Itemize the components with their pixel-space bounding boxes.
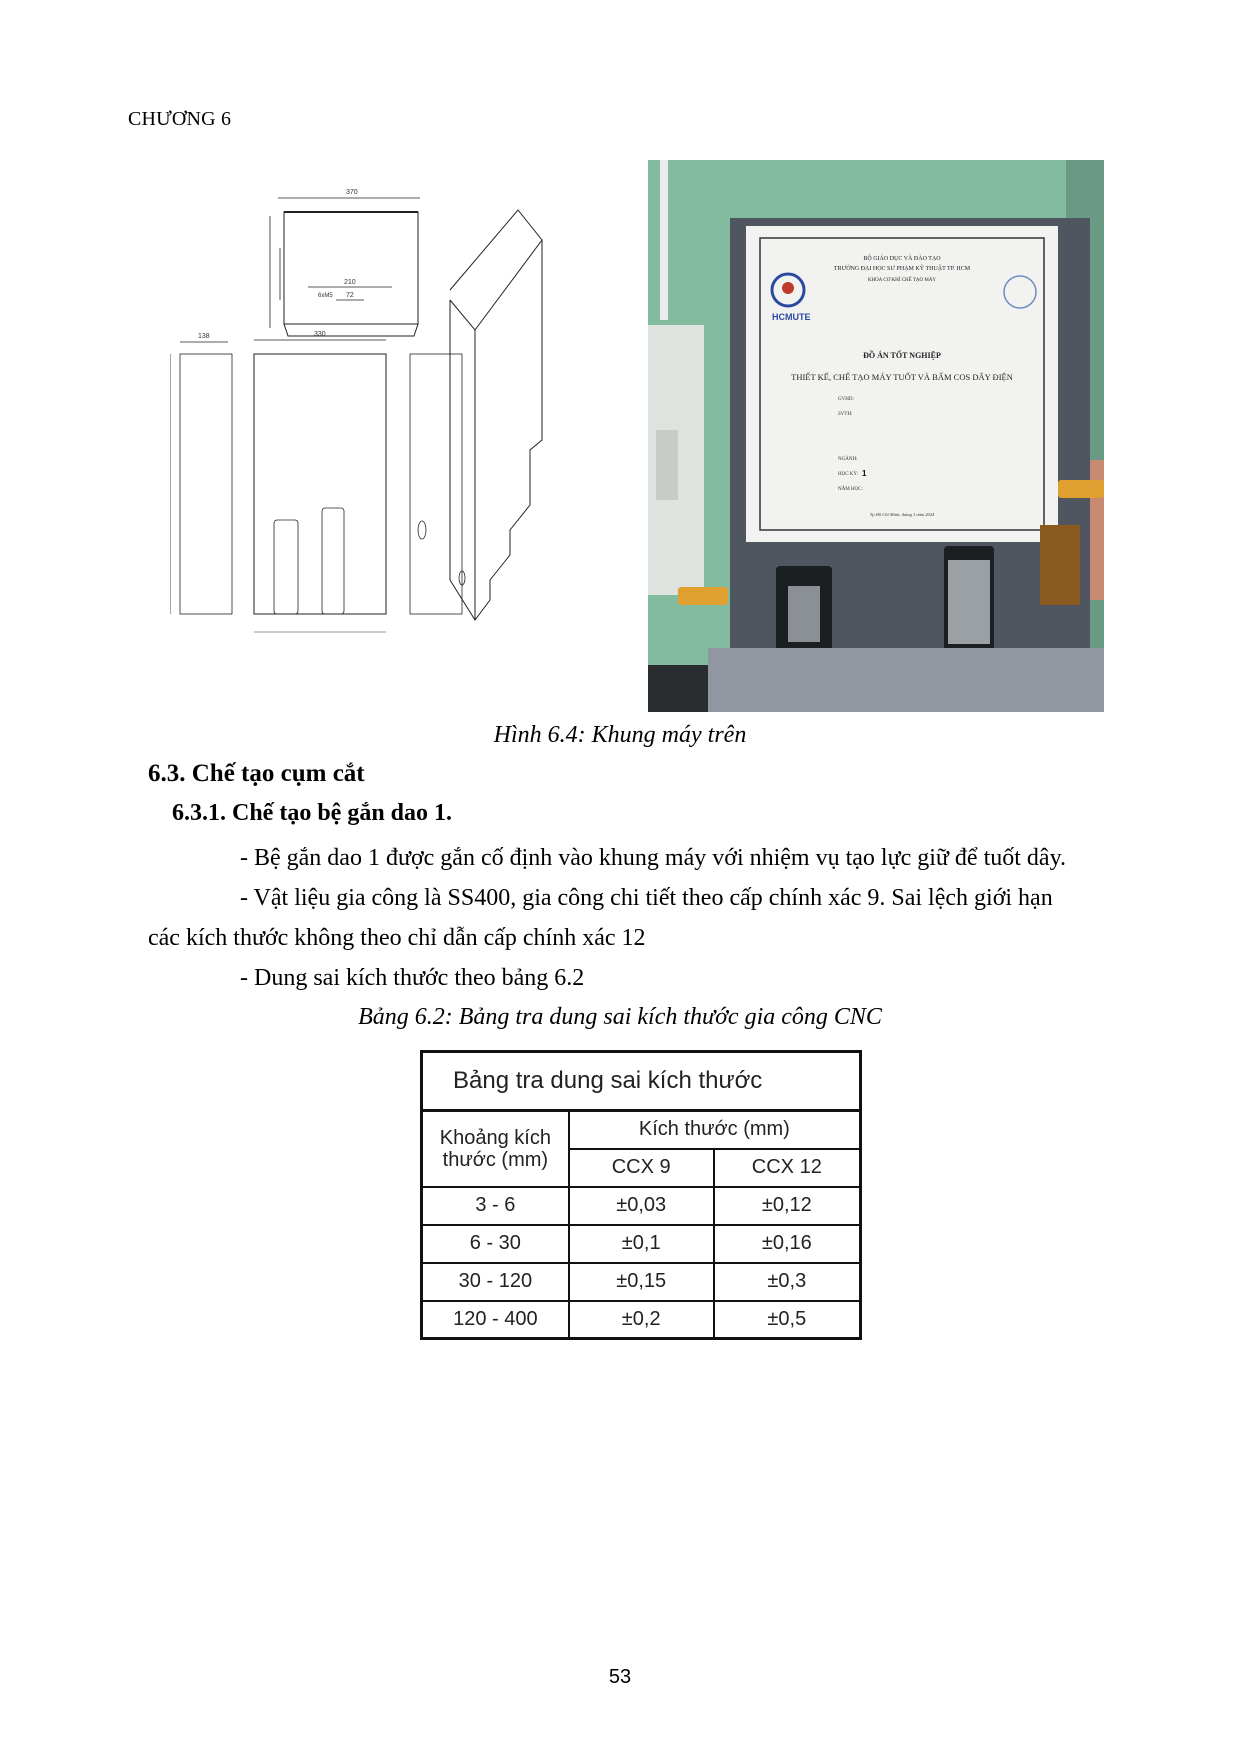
table-title: Bảng tra dung sai kích thước <box>422 1052 861 1111</box>
svg-text:NGÀNH:: NGÀNH: <box>838 457 858 462</box>
cell-ccx12: ±0,3 <box>714 1263 861 1301</box>
svg-text:1: 1 <box>862 469 867 478</box>
svg-text:SVTH:: SVTH: <box>838 412 853 417</box>
table-row <box>422 1187 861 1225</box>
cell-ccx9: ±0,2 <box>569 1301 714 1339</box>
table-row <box>422 1301 861 1339</box>
section-heading: 6.3. Chế tạo cụm cắt <box>148 760 365 787</box>
svg-text:THIẾT KẾ, CHẾ TẠO MÁY TUỐT VÀ: THIẾT KẾ, CHẾ TẠO MÁY TUỐT VÀ BẤM COS DÂY ĐIỆN <box>791 372 1013 382</box>
svg-text:ĐỒ ÁN TỐT NGHIỆP: ĐỒ ÁN TỐT NGHIỆP <box>863 351 941 360</box>
svg-text:TRƯỜNG ĐẠI HỌC SƯ PHẠM KỸ THUẬ: TRƯỜNG ĐẠI HỌC SƯ PHẠM KỸ THUẬT TP. HCM <box>833 266 971 272</box>
cell-ccx12: ±0,16 <box>714 1225 861 1263</box>
header-range: Khoảng kích thước (mm) <box>422 1111 569 1187</box>
svg-text:HỌC KỲ:: HỌC KỲ: <box>838 472 859 477</box>
cell-ccx9: ±0,15 <box>569 1263 714 1301</box>
paragraph: - Bệ gắn dao 1 được gắn cố định vào khung máy với nhiệm vụ tạo lực giữ để tuốt dây. <box>240 845 1067 871</box>
paragraph: - Vật liệu gia công là SS400, gia công chi tiết theo cấp chính xác 9. Sai lệch giới hạn <box>240 885 1053 911</box>
header-group: Kích thước (mm) <box>569 1111 861 1149</box>
page-number: 53 <box>608 1666 632 1688</box>
cell-range: 30 - 120 <box>422 1263 569 1301</box>
technical-drawing <box>170 160 650 700</box>
cell-range: 6 - 30 <box>422 1225 569 1263</box>
cell-ccx9: ±0,03 <box>569 1187 714 1225</box>
header-ccx12: CCX 12 <box>714 1149 861 1187</box>
paragraph: - Dung sai kích thước theo bảng 6.2 <box>240 965 585 991</box>
machine-photo <box>648 160 1104 712</box>
svg-text:6xM5: 6xM5 <box>318 293 333 299</box>
table-row <box>422 1263 861 1301</box>
cell-range: 120 - 400 <box>422 1301 569 1339</box>
table-row <box>422 1225 861 1263</box>
svg-text:138: 138 <box>198 333 210 340</box>
svg-text:210: 210 <box>344 279 356 286</box>
table-caption: Bảng 6.2: Bảng tra dung sai kích thước gia công CNC <box>358 1004 882 1030</box>
subsection-heading: 6.3.1. Chế tạo bệ gắn dao 1. <box>172 800 453 826</box>
svg-text:HCMUTE: HCMUTE <box>772 312 811 322</box>
svg-text:Tp Hồ Chí Minh, tháng 1 năm 20: Tp Hồ Chí Minh, tháng 1 năm 2024 <box>869 512 935 517</box>
svg-text:BỘ GIÁO DỤC VÀ ĐÀO TẠO: BỘ GIÁO DỤC VÀ ĐÀO TẠO <box>863 256 941 262</box>
cell-ccx9: ±0,1 <box>569 1225 714 1263</box>
paragraph: các kích thước không theo chỉ dẫn cấp chính xác 12 <box>148 925 646 951</box>
cell-ccx12: ±0,5 <box>714 1301 861 1339</box>
chapter-header: CHƯƠNG 6 <box>128 108 232 130</box>
svg-text:72: 72 <box>346 292 354 299</box>
svg-text:GVHD:: GVHD: <box>838 397 854 402</box>
cell-ccx12: ±0,12 <box>714 1187 861 1225</box>
tolerance-table <box>420 1050 862 1340</box>
cell-range: 3 - 6 <box>422 1187 569 1225</box>
svg-text:NĂM HỌC:: NĂM HỌC: <box>838 487 863 492</box>
svg-text:370: 370 <box>346 189 358 196</box>
svg-text:330: 330 <box>314 331 326 338</box>
header-ccx9: CCX 9 <box>569 1149 714 1187</box>
figure-caption: Hình 6.4: Khung máy trên <box>493 722 747 748</box>
svg-text:KHOA CƠ KHÍ CHẾ TẠO MÁY: KHOA CƠ KHÍ CHẾ TẠO MÁY <box>867 278 937 283</box>
